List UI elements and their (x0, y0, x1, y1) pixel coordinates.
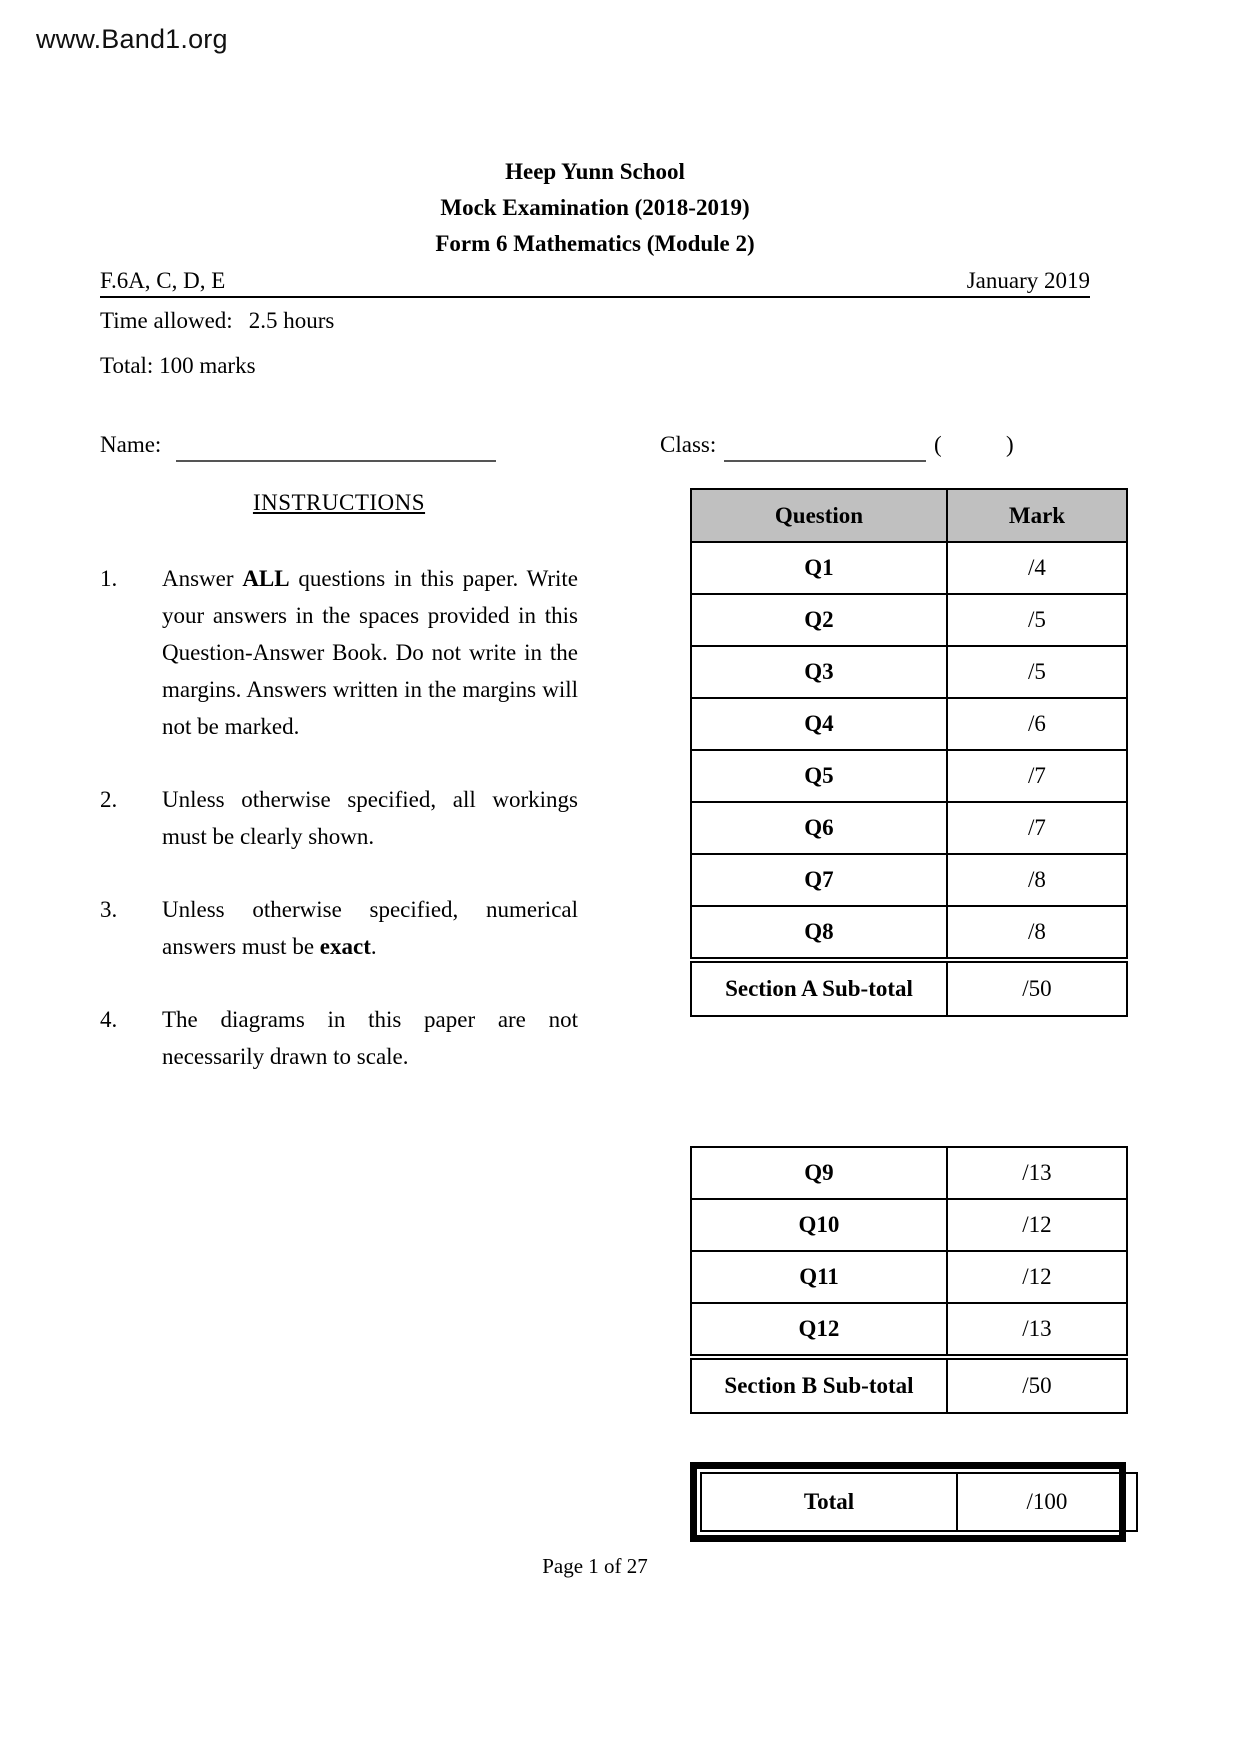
subtotal-mark-cell: /50 (947, 960, 1127, 1016)
instructions-heading: INSTRUCTIONS (252, 490, 426, 515)
title-block (100, 154, 1090, 262)
question-cell: Q1 (691, 542, 947, 594)
mark-cell: /7 (947, 750, 1127, 802)
class-blank-line (724, 432, 926, 462)
mark-cell: /5 (947, 594, 1127, 646)
total-table-frame (690, 1462, 1126, 1542)
instruction-number: 1. (100, 566, 118, 591)
mark-cell: /8 (947, 906, 1127, 960)
class-date-rule (100, 262, 1090, 298)
question-cell: Q2 (691, 594, 947, 646)
instruction-text (162, 891, 578, 965)
table-header-cell: Mark (947, 489, 1127, 542)
mark-cell: /12 (947, 1251, 1127, 1303)
instruction-item (100, 781, 578, 855)
mark-table-row (691, 1303, 1127, 1357)
mark-cell: /13 (947, 1147, 1127, 1199)
instructions-list (100, 560, 578, 1111)
instruction-plain-text: The diagrams in this paper are not necessarily drawn to scale. (162, 1007, 578, 1069)
mark-table-row (691, 750, 1127, 802)
instruction-text (162, 1001, 578, 1075)
exam-title: Mock Examination (2018-2019) (440, 195, 750, 220)
subtotal-mark-cell: /50 (947, 1357, 1127, 1413)
question-cell: Q12 (691, 1303, 947, 1357)
mark-cell: /13 (947, 1303, 1127, 1357)
question-cell: Q3 (691, 646, 947, 698)
mark-cell: /5 (947, 646, 1127, 698)
class-number-paren-open: ( (934, 432, 942, 457)
question-cell: Q11 (691, 1251, 947, 1303)
mark-cell: /6 (947, 698, 1127, 750)
instruction-bold-text: ALL (242, 566, 290, 591)
instruction-number: 3. (100, 897, 118, 922)
mark-table-row (691, 1251, 1127, 1303)
school-name: Heep Yunn School (505, 159, 685, 184)
instruction-number: 4. (100, 1007, 118, 1032)
total-label-cell: Total (701, 1473, 957, 1531)
instruction-text (162, 781, 578, 855)
instruction-item (100, 891, 578, 965)
subtotal-label-cell: Section A Sub-total (691, 960, 947, 1016)
subtotal-row (691, 960, 1127, 1016)
instruction-plain-text: Unless otherwise specified, all workings must be clearly shown. (162, 787, 578, 849)
subtotal-label-cell: Section B Sub-total (691, 1357, 947, 1413)
page-number: Page 1 of 27 (542, 1554, 648, 1578)
instruction-plain-text: Answer (162, 566, 243, 591)
total-row (701, 1473, 1137, 1531)
mark-table-row (691, 594, 1127, 646)
student-fill-row (100, 432, 1100, 464)
mark-table-row (691, 802, 1127, 854)
mark-cell: /7 (947, 802, 1127, 854)
mark-table-row (691, 646, 1127, 698)
instruction-plain-text: . (370, 934, 377, 959)
question-cell: Q10 (691, 1199, 947, 1251)
time-allowed-line (100, 308, 334, 334)
instruction-plain-text: Unless otherwise specified, numerical answers must be (162, 897, 578, 959)
section-b-mark-table (690, 1146, 1128, 1414)
instruction-item (100, 1001, 578, 1075)
total-table (700, 1472, 1138, 1532)
exam-date: January 2019 (966, 268, 1090, 293)
class-number-paren-close: ) (1006, 432, 1014, 457)
question-cell: Q7 (691, 854, 947, 906)
name-label: Name: (100, 432, 162, 457)
name-blank-line (176, 432, 496, 462)
time-allowed-label: Time allowed: (100, 308, 233, 333)
instruction-text (162, 560, 578, 745)
instruction-plain-text: questions in this paper. Write your answers in the spaces provided in this Question-Answer Book. Do not write in the margins. Answers written in the margins will not be marked. (162, 566, 578, 739)
mark-table-row (691, 698, 1127, 750)
mark-cell: /12 (947, 1199, 1127, 1251)
question-cell: Q9 (691, 1147, 947, 1199)
instruction-number: 2. (100, 787, 118, 812)
question-cell: Q6 (691, 802, 947, 854)
table-header-cell: Question (691, 489, 947, 542)
mark-table-row (691, 1199, 1127, 1251)
mark-table-row (691, 542, 1127, 594)
mark-table-row (691, 854, 1127, 906)
instruction-bold-text: exact (319, 934, 371, 959)
question-cell: Q8 (691, 906, 947, 960)
total-mark-cell: /100 (957, 1473, 1137, 1531)
instruction-item (100, 560, 578, 745)
question-cell: Q5 (691, 750, 947, 802)
class-groups: F.6A, C, D, E (100, 268, 226, 293)
mark-cell: /8 (947, 854, 1127, 906)
total-marks-line: Total: 100 marks (100, 353, 256, 378)
watermark-url: www.Band1.org (36, 24, 228, 54)
subject-title: Form 6 Mathematics (Module 2) (435, 231, 755, 256)
subtotal-row (691, 1357, 1127, 1413)
mark-cell: /4 (947, 542, 1127, 594)
question-cell: Q4 (691, 698, 947, 750)
mark-table-row (691, 906, 1127, 960)
class-label: Class: (660, 432, 717, 457)
mark-table-header-row (691, 489, 1127, 542)
section-a-mark-table (690, 488, 1128, 1017)
mark-table-row (691, 1147, 1127, 1199)
time-allowed-value: 2.5 hours (248, 308, 335, 333)
